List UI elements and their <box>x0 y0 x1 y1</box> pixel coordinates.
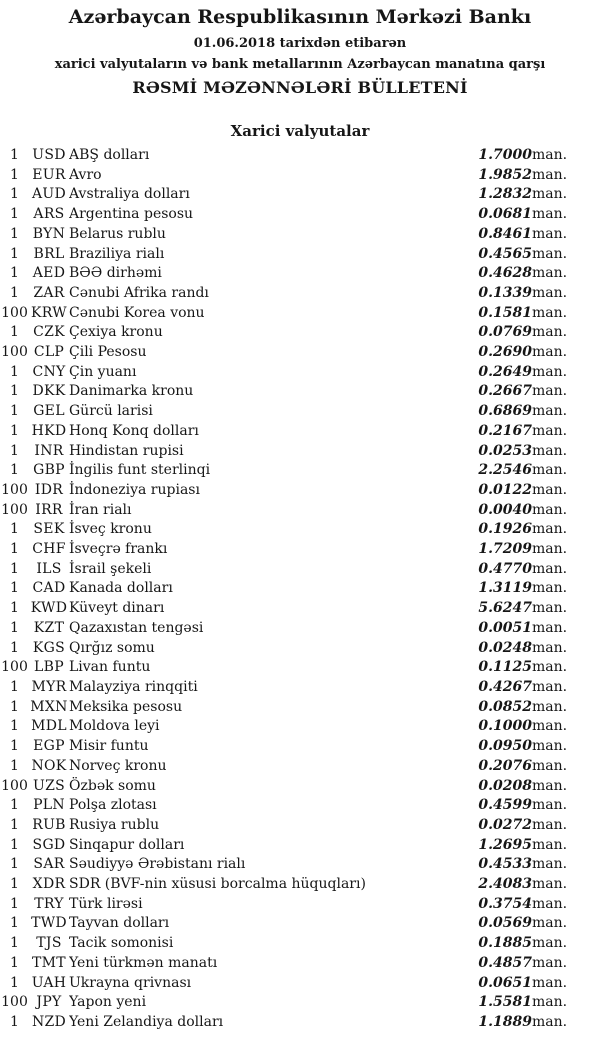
unit-label-cell: man. <box>532 876 568 893</box>
table-row <box>0 205 600 225</box>
quantity-cell: 1 <box>10 797 19 814</box>
quantity-cell: 1 <box>10 580 19 597</box>
quantity-cell: 1 <box>10 915 19 932</box>
currency-code-cell: CAD <box>32 580 66 597</box>
unit-label-cell: man. <box>532 442 568 459</box>
currency-name-cell: Braziliya rialı <box>69 245 165 262</box>
rate-value-cell: 0.4857 <box>478 954 532 971</box>
quantity-cell: 100 <box>1 994 28 1011</box>
currency-name-cell: Moldova leyi <box>69 718 160 735</box>
unit-label-cell: man. <box>532 659 568 676</box>
quantity-cell: 1 <box>10 757 19 774</box>
rate-value-cell: 1.5581 <box>478 994 532 1011</box>
currency-code-cell: UZS <box>32 777 66 794</box>
rate-value-cell: 0.0651 <box>478 974 532 991</box>
quantity-cell: 100 <box>1 659 28 676</box>
currency-name-cell: Avstraliya dolları <box>69 186 190 203</box>
currency-name-cell: Malayziya rinqqiti <box>69 678 198 695</box>
quantity-cell: 1 <box>10 245 19 262</box>
table-row <box>0 422 600 442</box>
rate-value-cell: 1.9852 <box>478 166 532 183</box>
unit-label-cell: man. <box>532 994 568 1011</box>
currency-name-cell: Polşa zlotası <box>69 797 157 814</box>
currency-code-cell: IRR <box>35 501 63 518</box>
unit-label-cell: man. <box>532 757 568 774</box>
unit-label-cell: man. <box>532 225 568 242</box>
unit-label-cell: man. <box>532 639 568 656</box>
rate-value-cell: 0.1926 <box>478 521 532 538</box>
currency-name-cell: Tacik somonisi <box>69 935 174 952</box>
unit-label-cell: man. <box>532 600 568 617</box>
currency-name-cell: Avro <box>69 166 102 183</box>
table-row <box>0 245 600 265</box>
unit-label-cell: man. <box>532 777 568 794</box>
unit-label-cell: man. <box>532 856 568 873</box>
currency-code-cell: HKD <box>31 422 67 439</box>
currency-code-cell: TRY <box>34 895 64 912</box>
unit-label-cell: man. <box>532 501 568 518</box>
quantity-cell: 1 <box>10 619 19 636</box>
quantity-cell: 1 <box>10 600 19 617</box>
table-row <box>0 166 600 186</box>
currency-name-cell: Honq Konq dolları <box>69 422 199 439</box>
currency-code-cell: SEK <box>33 521 65 538</box>
currency-code-cell: UAH <box>31 974 67 991</box>
currency-code-cell: JPY <box>36 994 62 1011</box>
quantity-cell: 100 <box>1 777 28 794</box>
currency-name-cell: Rusiya rublu <box>69 816 160 833</box>
currency-name-cell: Kanada dolları <box>69 580 173 597</box>
rate-value-cell: 0.2076 <box>478 757 532 774</box>
currency-name-cell: Çexiya kronu <box>69 324 163 341</box>
table-row <box>0 264 600 284</box>
currency-name-cell: İsveçrə frankı <box>69 541 168 558</box>
currency-code-cell: BRL <box>33 245 65 262</box>
rate-value-cell: 0.4599 <box>478 797 532 814</box>
currency-code-cell: MYR <box>31 678 67 695</box>
quantity-cell: 1 <box>10 816 19 833</box>
unit-label-cell: man. <box>532 718 568 735</box>
unit-label-cell: man. <box>532 383 568 400</box>
table-row <box>0 717 600 737</box>
rate-value-cell: 0.0051 <box>478 619 532 636</box>
unit-label-cell: man. <box>532 738 568 755</box>
currency-code-cell: LBP <box>34 659 64 676</box>
table-row <box>0 343 600 363</box>
unit-label-cell: man. <box>532 403 568 420</box>
currency-name-cell: Qırğız somu <box>69 639 155 656</box>
currency-code-cell: BYN <box>32 225 66 242</box>
currency-code-cell: GEL <box>33 403 65 420</box>
table-row <box>0 698 600 718</box>
table-row <box>0 757 600 777</box>
rate-value-cell: 0.0248 <box>478 639 532 656</box>
table-row <box>0 323 600 343</box>
unit-label-cell: man. <box>532 974 568 991</box>
table-row <box>0 540 600 560</box>
currency-name-cell: Meksika pesosu <box>69 698 183 715</box>
unit-label-cell: man. <box>532 206 568 223</box>
quantity-cell: 1 <box>10 265 19 282</box>
unit-label-cell: man. <box>532 265 568 282</box>
currency-code-cell: CNY <box>32 363 66 380</box>
quantity-cell: 1 <box>10 363 19 380</box>
table-row <box>0 875 600 895</box>
quantity-cell: 1 <box>10 462 19 479</box>
quantity-cell: 1 <box>10 403 19 420</box>
quantity-cell: 1 <box>10 639 19 656</box>
rate-value-cell: 0.4770 <box>478 560 532 577</box>
currency-name-cell: Yeni Zelandiya dolları <box>69 1013 224 1030</box>
unit-label-cell: man. <box>532 915 568 932</box>
currency-name-cell: İsveç kronu <box>69 521 152 538</box>
currency-name-cell: İndoneziya rupiası <box>69 481 200 498</box>
table-row <box>0 1013 600 1033</box>
currency-code-cell: XDR <box>32 876 66 893</box>
table-row <box>0 146 600 166</box>
quantity-cell: 1 <box>10 718 19 735</box>
currency-name-cell: Hindistan rupisi <box>69 442 184 459</box>
unit-label-cell: man. <box>532 836 568 853</box>
exchange-rates-body <box>0 146 600 1033</box>
currency-name-cell: BƏƏ dirhəmi <box>69 265 162 282</box>
currency-name-cell: Cənubi Afrika randı <box>69 284 209 301</box>
table-row <box>0 777 600 797</box>
quantity-cell: 1 <box>10 876 19 893</box>
quantity-cell: 1 <box>10 147 19 163</box>
currency-code-cell: RUB <box>32 816 66 833</box>
bulletin-title: RƏSMİ MƏZƏNNƏLƏRİ BÜLLETENİ <box>132 78 468 97</box>
unit-label-cell: man. <box>532 186 568 203</box>
table-row <box>0 363 600 383</box>
currency-name-cell: Səudiyyə Ərəbistanı rialı <box>69 856 246 873</box>
rate-value-cell: 0.4565 <box>478 245 532 262</box>
currency-code-cell: EGP <box>33 738 65 755</box>
rate-value-cell: 0.4533 <box>478 856 532 873</box>
currency-code-cell: SGD <box>32 836 66 853</box>
currency-code-cell: AUD <box>31 186 67 203</box>
currency-code-cell: TWD <box>31 915 67 932</box>
effective-date-line: 01.06.2018 tarixdən etibarən <box>193 36 407 51</box>
currency-name-cell: İran rialı <box>69 501 132 518</box>
currency-name-cell: Özbək somu <box>69 777 156 794</box>
rate-value-cell: 1.7000 <box>478 147 532 163</box>
unit-label-cell: man. <box>532 147 568 163</box>
rate-value-cell: 0.1339 <box>478 284 532 301</box>
quantity-cell: 1 <box>10 560 19 577</box>
quantity-cell: 1 <box>10 954 19 971</box>
currency-name-cell: Sinqapur dolları <box>69 836 185 853</box>
quantity-cell: 1 <box>10 895 19 912</box>
rate-value-cell: 1.7209 <box>478 541 532 558</box>
currency-name-cell: Yapon yeni <box>69 994 147 1011</box>
quantity-cell: 1 <box>10 206 19 223</box>
table-row <box>0 796 600 816</box>
currency-name-cell: SDR (BVF-nin xüsusi borcalma hüquqları) <box>69 876 366 893</box>
currency-name-cell: Çili Pesosu <box>69 344 147 361</box>
table-row <box>0 442 600 462</box>
rate-value-cell: 2.4083 <box>478 876 532 893</box>
rate-value-cell: 0.2167 <box>478 422 532 439</box>
rate-value-cell: 0.0769 <box>478 324 532 341</box>
table-row <box>0 304 600 324</box>
quantity-cell: 100 <box>1 481 28 498</box>
currency-name-cell: Livan funtu <box>69 659 151 676</box>
rate-value-cell: 0.1125 <box>478 659 532 676</box>
currency-name-cell: Norveç kronu <box>69 757 167 774</box>
currency-code-cell: NOK <box>31 757 67 774</box>
rate-value-cell: 5.6247 <box>478 600 532 617</box>
currency-name-cell: İngilis funt sterlinqi <box>69 462 211 479</box>
currency-name-cell: Belarus rublu <box>69 225 166 242</box>
currency-code-cell: AED <box>32 265 66 282</box>
quantity-cell: 1 <box>10 974 19 991</box>
rate-value-cell: 0.2667 <box>478 383 532 400</box>
unit-label-cell: man. <box>532 521 568 538</box>
unit-label-cell: man. <box>532 245 568 262</box>
table-row <box>0 619 600 639</box>
rate-value-cell: 1.2695 <box>478 836 532 853</box>
rate-value-cell: 0.0122 <box>478 481 532 498</box>
section-title-foreign-currencies: Xarici valyutalar <box>230 122 370 140</box>
exchange-rates-table <box>0 146 600 1033</box>
table-row <box>0 579 600 599</box>
quantity-cell: 1 <box>10 422 19 439</box>
table-row <box>0 501 600 521</box>
rate-value-cell: 1.2832 <box>478 186 532 203</box>
rate-value-cell: 0.4267 <box>478 678 532 695</box>
table-row <box>0 402 600 422</box>
subtitle-line: xarici valyutaların və bank metallarının Azərbaycan manatına qarşı <box>54 57 546 72</box>
table-row <box>0 382 600 402</box>
currency-code-cell: TJS <box>36 935 62 952</box>
currency-name-cell: Küveyt dinarı <box>69 600 165 617</box>
rate-value-cell: 0.8461 <box>478 225 532 242</box>
table-row <box>0 520 600 540</box>
rate-value-cell: 0.0950 <box>478 738 532 755</box>
quantity-cell: 1 <box>10 186 19 203</box>
table-row <box>0 481 600 501</box>
table-row <box>0 934 600 954</box>
unit-label-cell: man. <box>532 344 568 361</box>
currency-name-cell: Argentina pesosu <box>69 206 194 223</box>
quantity-cell: 1 <box>10 442 19 459</box>
quantity-cell: 1 <box>10 698 19 715</box>
rate-value-cell: 2.2546 <box>478 462 532 479</box>
table-row <box>0 284 600 304</box>
currency-name-cell: Yeni türkmən manatı <box>69 954 218 971</box>
currency-code-cell: ZAR <box>33 284 65 301</box>
table-row <box>0 599 600 619</box>
unit-label-cell: man. <box>532 678 568 695</box>
quantity-cell: 1 <box>10 521 19 538</box>
table-row <box>0 836 600 856</box>
rate-value-cell: 0.0852 <box>478 698 532 715</box>
unit-label-cell: man. <box>532 304 568 321</box>
currency-code-cell: INR <box>34 442 64 459</box>
unit-label-cell: man. <box>532 797 568 814</box>
unit-label-cell: man. <box>532 698 568 715</box>
quantity-cell: 1 <box>10 284 19 301</box>
rate-value-cell: 0.1885 <box>478 935 532 952</box>
table-row <box>0 678 600 698</box>
currency-code-cell: EUR <box>32 166 66 183</box>
unit-label-cell: man. <box>532 935 568 952</box>
rate-value-cell: 1.3119 <box>478 580 532 597</box>
quantity-cell: 1 <box>10 935 19 952</box>
currency-name-cell: Çin yuanı <box>69 363 137 380</box>
unit-label-cell: man. <box>532 541 568 558</box>
currency-code-cell: DKK <box>32 383 66 400</box>
rate-value-cell: 0.4628 <box>478 265 532 282</box>
quantity-cell: 1 <box>10 324 19 341</box>
rate-value-cell: 0.0040 <box>478 501 532 518</box>
table-row <box>0 225 600 245</box>
currency-name-cell: Cənubi Korea vonu <box>69 304 205 321</box>
currency-code-cell: MDL <box>31 718 67 735</box>
quantity-cell: 1 <box>10 856 19 873</box>
currency-code-cell: KWD <box>30 600 68 617</box>
unit-label-cell: man. <box>532 580 568 597</box>
currency-name-cell: Gürcü larisi <box>69 403 153 420</box>
unit-label-cell: man. <box>532 422 568 439</box>
unit-label-cell: man. <box>532 816 568 833</box>
currency-code-cell: USD <box>32 147 66 163</box>
table-row <box>0 737 600 757</box>
table-row <box>0 658 600 678</box>
table-row <box>0 914 600 934</box>
unit-label-cell: man. <box>532 1013 568 1030</box>
currency-name-cell: Misir funtu <box>69 738 149 755</box>
currency-code-cell: ILS <box>36 560 62 577</box>
rate-value-cell: 0.2690 <box>478 344 532 361</box>
currency-name-cell: Ukrayna qrivnası <box>69 974 192 991</box>
quantity-cell: 1 <box>10 541 19 558</box>
currency-code-cell: TMT <box>32 954 66 971</box>
currency-code-cell: MXN <box>30 698 68 715</box>
rate-value-cell: 0.3754 <box>478 895 532 912</box>
currency-code-cell: GBP <box>33 462 65 479</box>
currency-name-cell: İsrail şekeli <box>69 560 152 577</box>
quantity-cell: 100 <box>1 501 28 518</box>
rate-value-cell: 0.0253 <box>478 442 532 459</box>
bank-name: Azərbaycan Respublikasının Mərkəzi Bankı <box>68 6 532 28</box>
rate-value-cell: 0.0681 <box>478 206 532 223</box>
table-row <box>0 639 600 659</box>
rate-value-cell: 0.0208 <box>478 777 532 794</box>
quantity-cell: 1 <box>10 225 19 242</box>
currency-code-cell: CHF <box>32 541 66 558</box>
currency-code-cell: KGS <box>32 639 66 656</box>
currency-code-cell: IDR <box>34 481 64 498</box>
unit-label-cell: man. <box>532 619 568 636</box>
currency-code-cell: NZD <box>31 1013 67 1030</box>
table-row <box>0 993 600 1013</box>
currency-name-cell: Tayvan dolları <box>69 915 170 932</box>
currency-code-cell: KRW <box>31 304 67 321</box>
rate-value-cell: 0.0272 <box>478 816 532 833</box>
unit-label-cell: man. <box>532 954 568 971</box>
unit-label-cell: man. <box>532 324 568 341</box>
currency-code-cell: CLP <box>33 344 65 361</box>
currency-name-cell: ABŞ dolları <box>69 147 150 163</box>
unit-label-cell: man. <box>532 166 568 183</box>
unit-label-cell: man. <box>532 284 568 301</box>
quantity-cell: 100 <box>1 344 28 361</box>
rate-value-cell: 0.1581 <box>478 304 532 321</box>
unit-label-cell: man. <box>532 895 568 912</box>
table-row <box>0 855 600 875</box>
quantity-cell: 1 <box>10 678 19 695</box>
table-row <box>0 974 600 994</box>
rate-value-cell: 0.2649 <box>478 363 532 380</box>
quantity-cell: 1 <box>10 1013 19 1030</box>
quantity-cell: 1 <box>10 738 19 755</box>
table-row <box>0 895 600 915</box>
table-row <box>0 954 600 974</box>
currency-code-cell: CZK <box>33 324 65 341</box>
rate-value-cell: 0.6869 <box>478 403 532 420</box>
table-row <box>0 185 600 205</box>
currency-code-cell: ARS <box>33 206 65 223</box>
currency-code-cell: PLN <box>33 797 65 814</box>
rate-value-cell: 1.1889 <box>478 1013 532 1030</box>
table-row <box>0 816 600 836</box>
quantity-cell: 1 <box>10 166 19 183</box>
currency-name-cell: Qazaxıstan tengəsi <box>69 619 204 636</box>
currency-name-cell: Türk lirəsi <box>69 895 143 912</box>
unit-label-cell: man. <box>532 481 568 498</box>
quantity-cell: 1 <box>10 836 19 853</box>
rate-value-cell: 0.0569 <box>478 915 532 932</box>
unit-label-cell: man. <box>532 560 568 577</box>
currency-name-cell: Danimarka kronu <box>69 383 194 400</box>
quantity-cell: 100 <box>1 304 28 321</box>
unit-label-cell: man. <box>532 462 568 479</box>
quantity-cell: 1 <box>10 383 19 400</box>
currency-code-cell: KZT <box>33 619 65 636</box>
rate-value-cell: 0.1000 <box>478 718 532 735</box>
unit-label-cell: man. <box>532 363 568 380</box>
table-row <box>0 461 600 481</box>
table-row <box>0 560 600 580</box>
currency-code-cell: SAR <box>33 856 65 873</box>
